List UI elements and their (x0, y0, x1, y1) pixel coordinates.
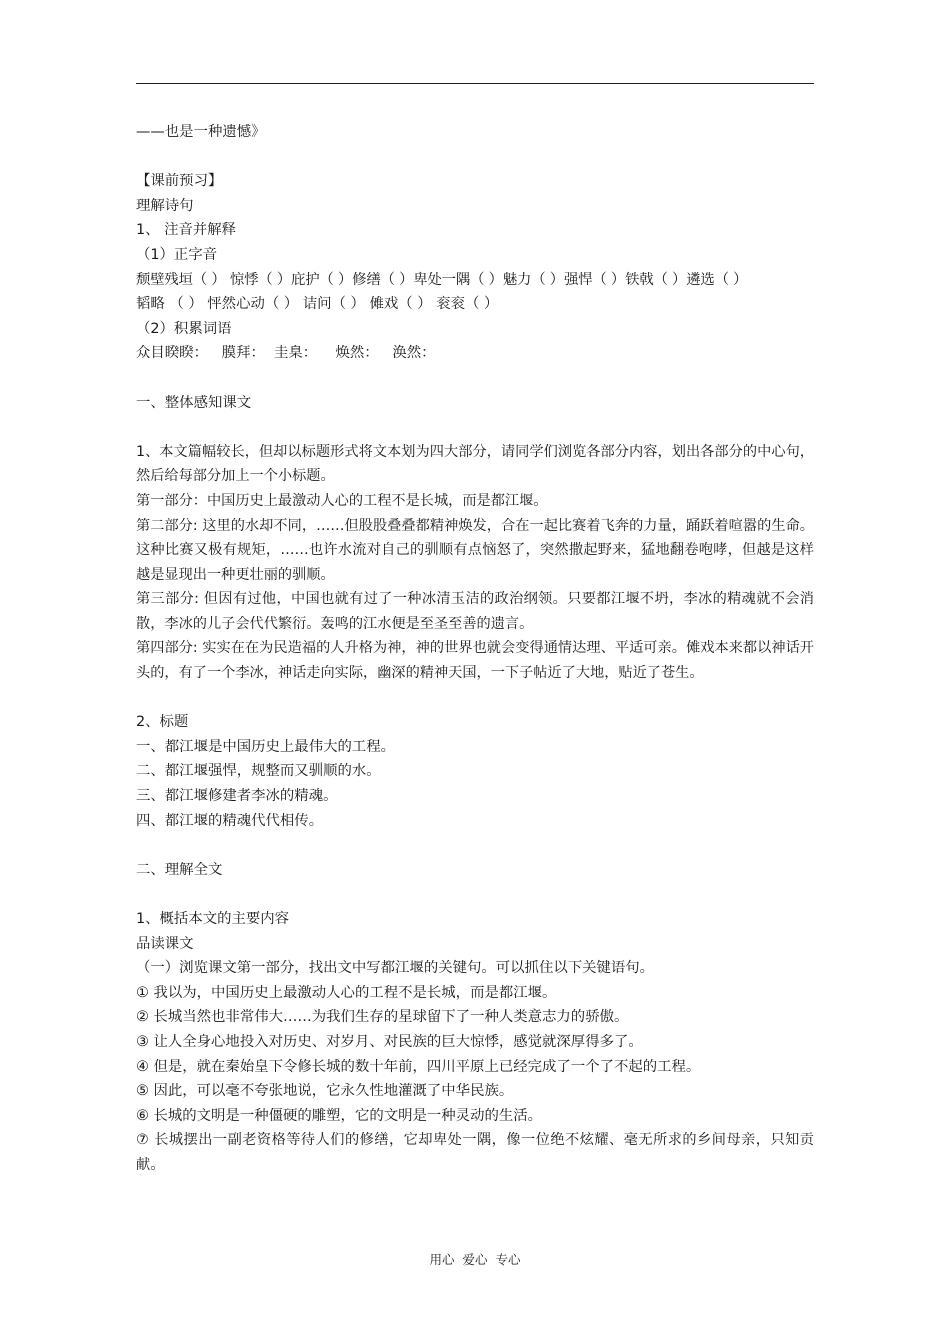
title-item: 三、都江堰修建者李冰的精魂。 (136, 788, 338, 805)
document-body (136, 120, 814, 1178)
preview-q1: 1、 注音并解释 (136, 222, 237, 239)
title-item: 四、都江堰的精魂代代相传。 (136, 812, 324, 829)
pronunciation-label: （1）正字音 (136, 246, 218, 263)
section1-title: 一、整体感知课文 (136, 394, 252, 411)
title-item: 二、都江堰强悍，规整而又驯顺的水。 (136, 763, 381, 780)
preview-sub: 理解诗句 (136, 197, 194, 214)
vocab-label: （2）积累词语 (136, 320, 232, 337)
key-sentence: ⑤ 因此，可以毫不夸张地说，它永久性地灌溉了中华民族。 (136, 1083, 514, 1100)
page-footer: 用心 爱心 专心 (429, 1252, 521, 1267)
section1-part4: 第四部分: 实实在在为民造福的人升格为神，神的世界也就会变得通情达理、平适可亲。傩戏本来都以神话开头的，有了一个李冰，神话走向实际，幽深的精神天国，一下子帖近了大地，贴近了苍生。 (136, 640, 814, 682)
section1-part3: 第三部分: 但因有过他，中国也就有过了一种冰清玉洁的政治纲领。只要都江堰不坍，李冰的精魂就不会消散，李冰的儿子会代代繁衍。轰鸣的江水便是至圣至善的遗言。 (136, 591, 814, 632)
section1-intro: 1、本文篇幅较长，但却以标题形式将文本划为四大部分，请同学们浏览各部分内容，划出各部分的中心句，然后给每部分加上一个小标题。 (136, 443, 814, 485)
pronunciation-line-2: 韬略 （ ） 怦然心动（ ） 诘问（ ） 傩戏（ ） 衮衮（ ） (136, 296, 499, 313)
key-sentence: ④ 但是，就在秦始皇下令修长城的数十年前，四川平原上已经完成了一个了不起的工程。 (136, 1058, 701, 1075)
header-rule (136, 83, 814, 84)
key-sentence: ③ 让人全身心地投入对历史、对岁月、对民族的巨大惊悸，感觉就深厚得多了。 (136, 1033, 643, 1050)
header-line: ——也是一种遗憾》 (136, 124, 266, 140)
pronunciation-line-1: 颓壁残垣（ ） 惊悸（ ）庇护（ ）修缮（ ）卑处一隅（ ）魅力（ ）强悍（ ）铁戟（ ）遴选（ ） (136, 271, 748, 288)
key-sentence: ② 长城当然也非常伟大……为我们生存的星球留下了一种人类意志力的骄傲。 (136, 1009, 629, 1026)
key-sentence: ⑦ 长城摆出一副老资格等待人们的修缮，它却卑处一隅，像一位绝不炫耀、毫无所求的乡间母亲，只知贡献。 (136, 1132, 814, 1173)
section1-part2: 第二部分: 这里的水却不同，……但股股叠叠都精神焕发，合在一起比赛着飞奔的力量，踊跃着喧嚣的生命。这种比赛又极有规矩，……也许水流对自己的驯顺有点恼怒了，突然撒起野来，猛地翻卷咆哮，但越是这样越是显现出一种更壮丽的驯顺。 (136, 517, 814, 583)
vocab-line: 众目睽睽： 膜拜： 圭臬： 焕然： 涣然： (136, 345, 436, 362)
preview-heading: 【课前预习】 (136, 173, 223, 190)
section1-part1: 第一部分：中国历史上最激动人心的工程不是长城，而是都江堰。 (136, 492, 548, 509)
key-sentence: ⑥ 长城的文明是一种僵硬的雕塑，它的文明是一种灵动的生活。 (136, 1107, 543, 1124)
key-sentence: ① 我以为，中国历史上最激动人心的工程不是长城，而是都江堰。 (136, 984, 557, 1001)
section2-title: 二、理解全文 (136, 861, 223, 878)
title-item: 一、都江堰是中国历史上最伟大的工程。 (136, 738, 396, 755)
titles-label: 2、标题 (136, 714, 189, 731)
section2-sub: 品读课文 (136, 935, 194, 952)
section2-q1: 1、概括本文的主要内容 (136, 911, 290, 927)
section2-intro: （一）浏览课文第一部分，找出文中写都江堰的关键句。可以抓住以下关键语句。 (136, 960, 655, 977)
